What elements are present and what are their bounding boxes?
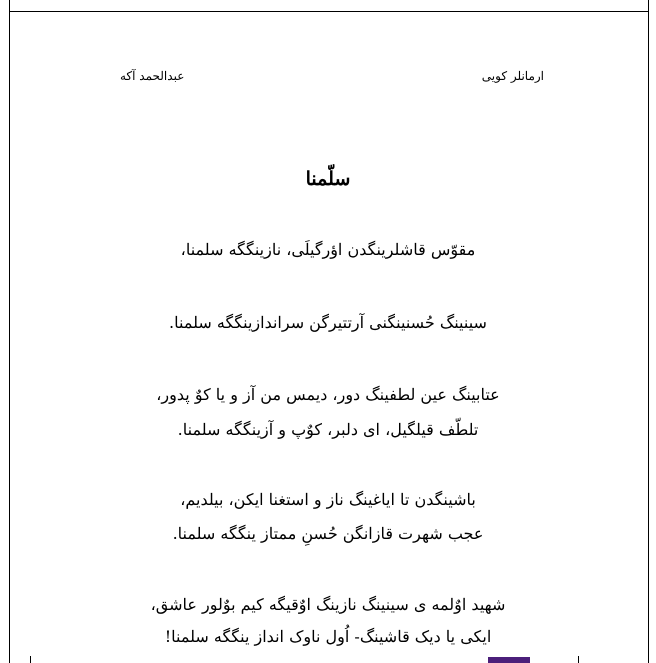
- poem-line: تلطّف قیلگیل، ای دلبر، کوٌپ و آزینگگه سلمنا.: [177, 420, 479, 439]
- poem-line: عتابینگ عین لطفینگ دور، دیمس من آز و یا کوٌ پدور،: [156, 385, 500, 404]
- page-top-border: [9, 11, 649, 12]
- poem-title: سلّمنا: [305, 168, 351, 190]
- header-author-name: ارمانلر کویی: [481, 69, 544, 83]
- poem-line: باشینگدن تا ایاغینگ ناز و استغنا ایکن، بیلدیم،: [180, 490, 476, 509]
- poem-line: عجب شهرت قازانگن حُسنِ ممتاز ینگگه سلمنا.: [172, 524, 484, 543]
- margin-guide-right: [578, 656, 579, 663]
- poem-line: سینینگ حُسنینگنی آرتتیرگن سراندازینگگه سلمنا.: [169, 313, 487, 332]
- poem-line: شهید اوٌلمه ی سینینگ نازینگ اوٌقیگه کیم بوٌلور عاشق،: [150, 595, 506, 614]
- header-author-secondary: عبدالحمد آکه: [120, 69, 185, 83]
- poem-line: مقوّس قاشلرینگدن اؤرگیلَی، نازینگگه سلمنا،: [180, 240, 476, 259]
- margin-guide-left: [30, 656, 31, 663]
- poem-line: ایکی یا دیک قاشینگ- اُول ناوک انداز ینگگه سلمنا!: [164, 627, 492, 646]
- selection-cursor[interactable]: [488, 657, 530, 663]
